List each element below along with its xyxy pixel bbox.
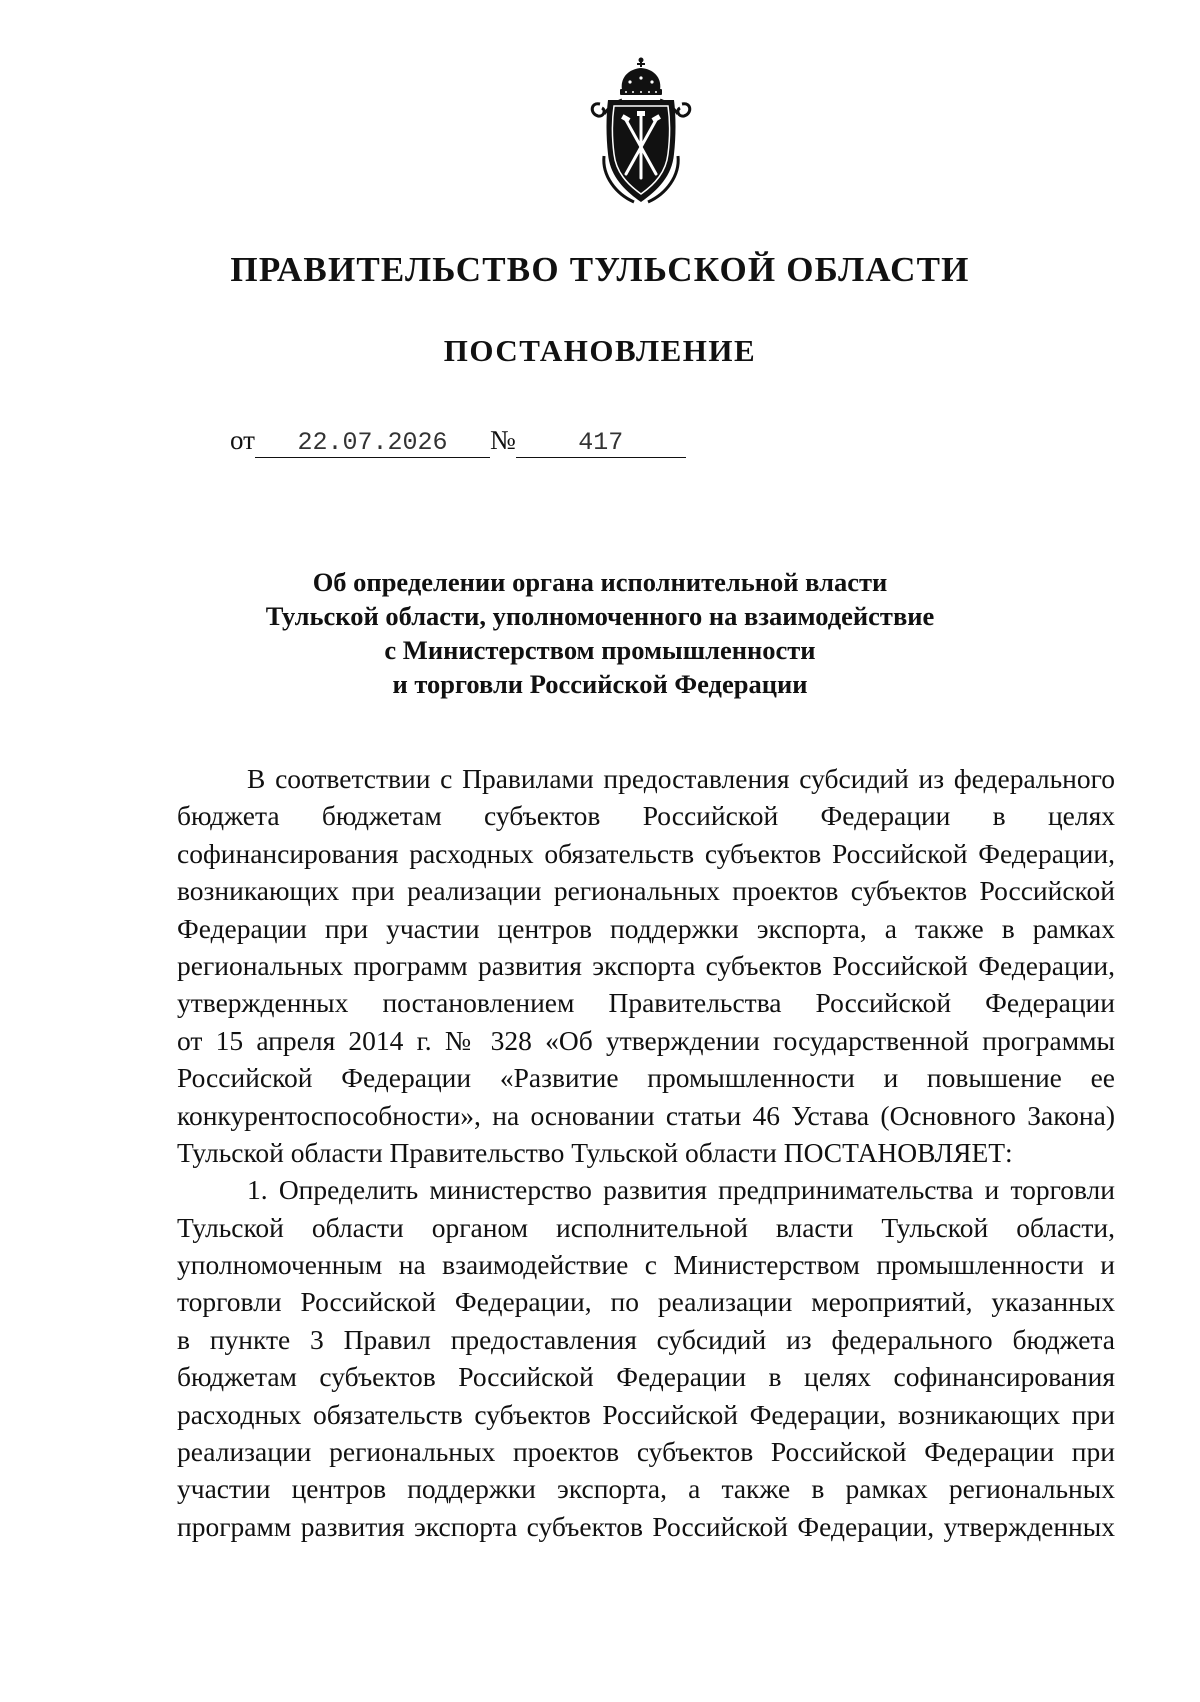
- body-line: уполномоченным на взаимодействие с Министерством промышленности и: [177, 1249, 1115, 1281]
- body-line: бюджетам субъектов Российской Федерации в целях софинансирования: [177, 1361, 1115, 1393]
- registration-line: [230, 425, 686, 458]
- organization-title: ПРАВИТЕЛЬСТВО ТУЛЬСКОЙ ОБЛАСТИ: [230, 250, 970, 289]
- body-line: возникающих при реализации региональных проектов субъектов Российской: [177, 875, 1115, 907]
- body-line: Тульской области органом исполнительной власти Тульской области,: [177, 1211, 1115, 1243]
- body-line: В соответствии с Правилами предоставления субсидий из федерального: [247, 763, 1115, 794]
- body-line: в пункте 3 Правил предоставления субсидий из федерального бюджета: [177, 1323, 1115, 1355]
- number-label: №: [489, 425, 516, 455]
- tula-coat-of-arms-icon: [586, 56, 696, 206]
- body-line: Федерации при участии центров поддержки экспорта, а также в рамках: [177, 912, 1115, 944]
- body-line: Тульской области Правительство Тульской области ПОСТАНОВЛЯЕТ:: [177, 1136, 1013, 1168]
- body-line: от 15 апреля 2014 г. № 328 «Об утверждении государственной программы: [177, 1024, 1115, 1056]
- subject-line: с Министерством промышленности: [384, 635, 816, 665]
- document-number: 417: [516, 429, 686, 458]
- body-line: программ развития экспорта субъектов Российской Федерации, утвержденных: [177, 1510, 1115, 1542]
- subject-line: и торговли Российской Федерации: [392, 669, 808, 699]
- body-line: бюджета бюджетам субъектов Российской Федерации в целях: [177, 800, 1115, 832]
- subject-line: Тульской области, уполномоченного на взаимодействие: [265, 601, 935, 631]
- body-line: реализации региональных проектов субъектов Российской Федерации при: [177, 1436, 1115, 1468]
- body-line: торговли Российской Федерации, по реализации мероприятий, указанных: [177, 1286, 1115, 1318]
- document-date: 22.07.2026: [255, 429, 490, 458]
- body-line: расходных обязательств субъектов Российской Федерации, возникающих при: [177, 1398, 1115, 1430]
- body-line: утвержденных постановлением Правительства Российской Федерации: [177, 987, 1115, 1019]
- document-body: [177, 760, 1115, 1545]
- body-line: участии центров поддержки экспорта, а также в рамках региональных: [177, 1473, 1115, 1505]
- document-type: ПОСТАНОВЛЕНИЕ: [443, 333, 757, 368]
- body-line: софинансирования расходных обязательств субъектов Российской Федерации,: [177, 837, 1115, 869]
- subject-line: Об определении органа исполнительной власти: [312, 567, 888, 597]
- body-line: 1. Определить министерство развития предпринимательства и торговли: [247, 1174, 1115, 1206]
- document-subject: [150, 565, 1050, 701]
- body-line: конкурентоспособности», на основании статьи 46 Устава (Основного Закона): [177, 1099, 1115, 1131]
- body-line: региональных программ развития экспорта субъектов Российской Федерации,: [177, 949, 1115, 981]
- body-line: Российской Федерации «Развитие промышленности и повышение ее: [177, 1062, 1115, 1094]
- date-label: от: [230, 425, 255, 455]
